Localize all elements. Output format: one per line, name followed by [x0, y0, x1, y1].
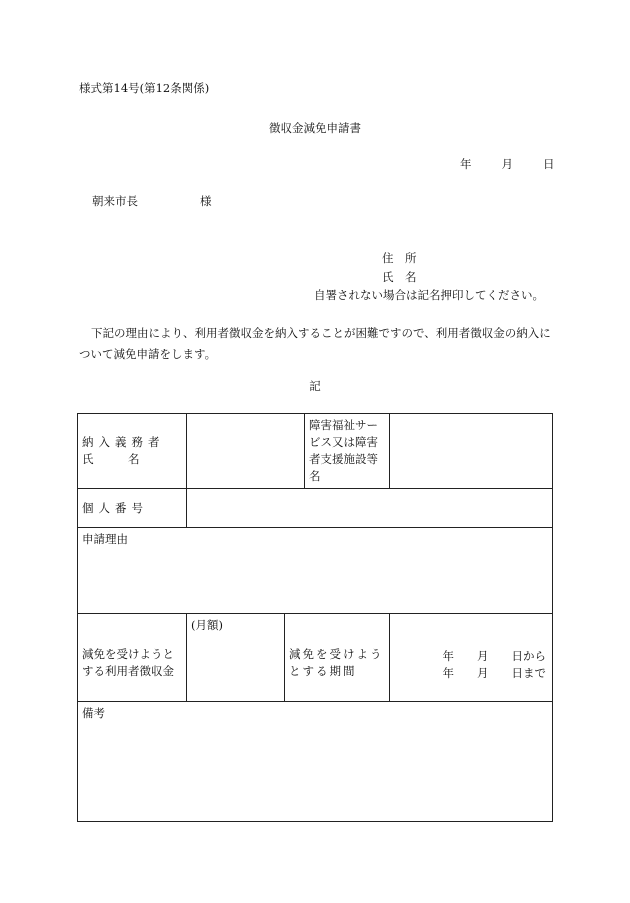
reduction-period-label: 減免を受けようとする期間: [285, 614, 390, 702]
reduction-amount-field[interactable]: [187, 614, 285, 702]
signature-note: 自署されない場合は記名押印してください。: [314, 288, 544, 302]
ki-heading: 記: [309, 379, 321, 393]
date-day-label: 日: [543, 157, 555, 171]
payer-name-field[interactable]: [187, 414, 305, 489]
form-title: 徴収金減免申請書: [269, 121, 361, 135]
addressee-name: 朝来市長: [92, 194, 138, 208]
remarks-label: 備考: [82, 706, 105, 720]
addressee-suffix: 様: [200, 194, 212, 208]
reason-label: 申請理由: [82, 532, 128, 546]
reason-field[interactable]: [78, 528, 553, 614]
application-date: [460, 156, 555, 172]
applicant-address-label: 住 所: [382, 251, 417, 265]
facility-label: 障害福祉サービス又は障害者支援施設等名: [305, 414, 390, 489]
period-to: 年 月 日まで: [442, 665, 546, 680]
remarks-field[interactable]: [78, 702, 553, 822]
period-from: 年 月 日から: [442, 648, 546, 663]
addressee: [92, 193, 212, 209]
applicant-name-label: 氏 名: [382, 270, 417, 284]
payer-label: 納入義務者 氏 名: [78, 414, 187, 489]
facility-name-field[interactable]: [390, 414, 553, 489]
personal-number-label: 個人番号: [78, 489, 187, 528]
request-statement: 下記の理由により、利用者徴収金を納入することが困難ですので、利用者徴収金の納入について減免申請をします。: [79, 326, 551, 361]
form-number: 様式第14号(第12条関係): [79, 81, 210, 95]
reduction-period-field[interactable]: [390, 614, 553, 702]
date-month-label: 月: [501, 157, 513, 171]
date-year-label: 年: [460, 157, 472, 171]
reduction-amount-label: 減免を受けようとする利用者徴収金: [78, 614, 187, 702]
personal-number-field[interactable]: [187, 489, 553, 528]
monthly-label: (月額): [191, 618, 223, 632]
application-table: [77, 413, 553, 822]
